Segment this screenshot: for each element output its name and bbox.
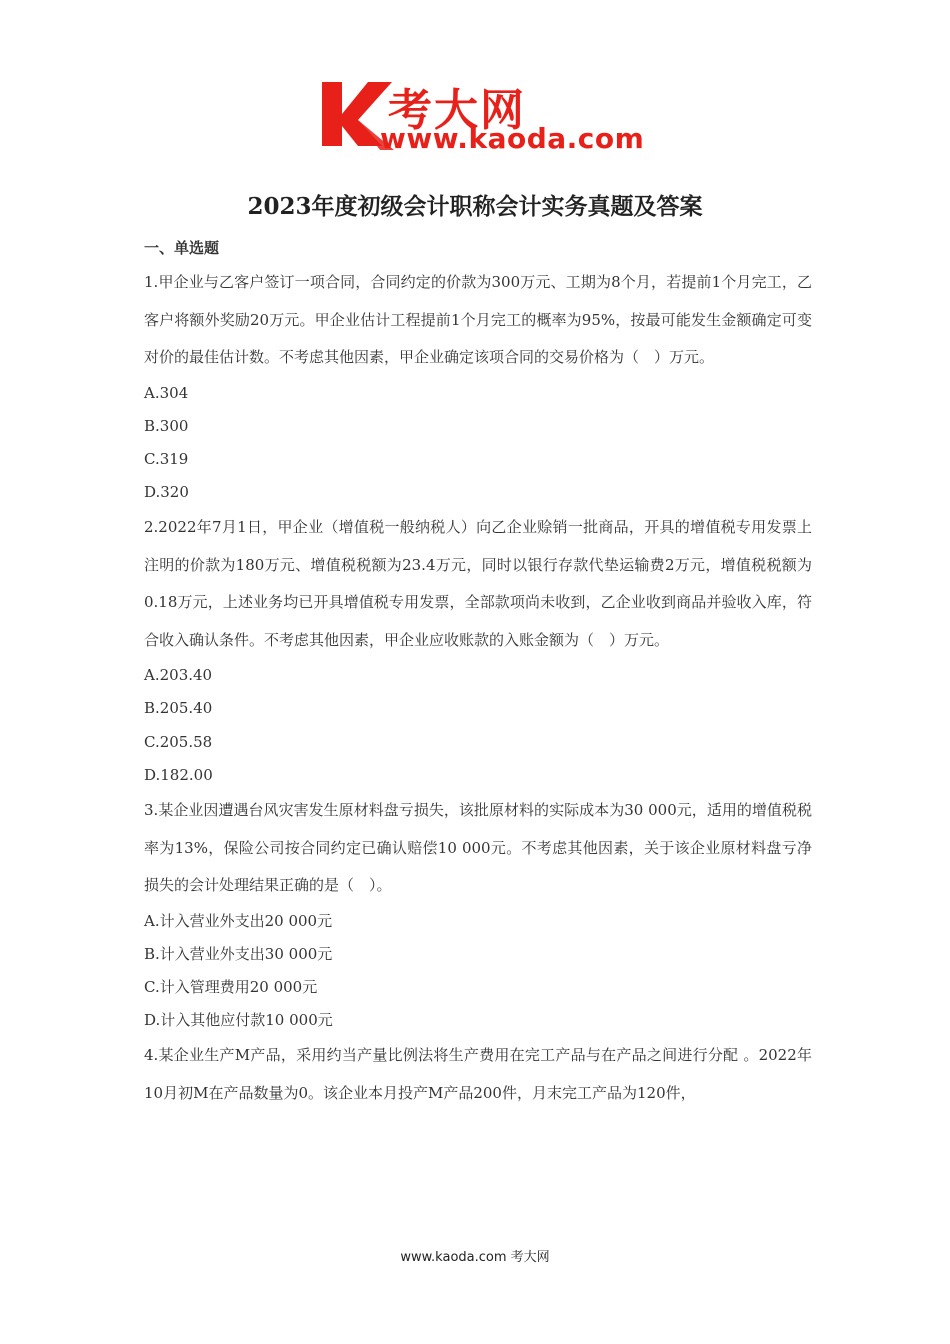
page-footer: www.kaoda.com 考大网 — [400, 1250, 550, 1265]
question-stem: 3.某企业因遭遇台风灾害发生原材料盘亏损失，该批原材料的实际成本为30 000元，适用的增值税税率为13%，保险公司按合同约定已确认赔偿10 000元。不考虑其他因素，关于该企业原材料盘亏净损失的会计处理结果正确的是（ ）。 — [144, 801, 812, 894]
section-heading: 一、单选题 — [144, 239, 220, 257]
question-stem: 4.某企业生产M产品，采用约当产量比例法将生产费用在完工产品与在产品之间进行分配 。2022年10月初M在产品数量为0。该企业本月投产M产品200件，月末完工产品为120件， — [144, 1046, 812, 1102]
option-d: D.计入其他应付款10 000元 — [144, 1011, 333, 1030]
option-a: A.203.40 — [144, 666, 213, 685]
option-a: A.计入营业外支出20 000元 — [144, 911, 333, 930]
option-c: C.205.58 — [144, 732, 213, 751]
question-1 — [144, 264, 812, 509]
logo-brand-text: 考大网 — [388, 85, 526, 136]
question-stem: 1.甲企业与乙客户签订一项合同，合同约定的价款为300万元、工期为8个月，若提前1个月完工，乙客户将额外奖励20万元。甲企业估计工程提前1个月完工的概率为95%，按最可能发生金额确定可变对价的最佳估计数。不考虑其他因素，甲企业确定该项合同的交易价格为（ ）万元。 — [144, 273, 812, 366]
option-b: B.205.40 — [144, 699, 213, 718]
option-d: D.182.00 — [144, 765, 213, 784]
question-2 — [144, 509, 812, 792]
question-4 — [144, 1037, 812, 1112]
option-b: B.300 — [144, 416, 189, 435]
option-a: A.304 — [144, 383, 189, 402]
question-3 — [144, 792, 812, 1037]
option-c: C.319 — [144, 449, 189, 468]
kaoda-logo — [318, 80, 645, 162]
option-d: D.320 — [144, 483, 189, 502]
question-stem: 2.2022年7月1日，甲企业（增值税一般纳税人）向乙企业赊销一批商品，开具的增值税专用发票上注明的价款为180万元、增值税税额为23.4万元，同时以银行存款代垫运输费2万元，增值税税额为0.18万元，上述业务均已开具增值税专用发票，全部款项尚未收到，乙企业收到商品并验收入库，符合收入确认条件。不考虑其他因素，甲企业应收账款的入账金额为（ ）万元。 — [144, 518, 812, 649]
document-body — [144, 232, 812, 1112]
option-c: C.计入管理费用20 000元 — [144, 977, 318, 996]
logo-url-text: www.kaoda.com — [380, 122, 645, 155]
page-title: 2023年度初级会计职称会计实务真题及答案 — [247, 193, 703, 220]
option-b: B.计入营业外支出30 000元 — [144, 944, 333, 963]
